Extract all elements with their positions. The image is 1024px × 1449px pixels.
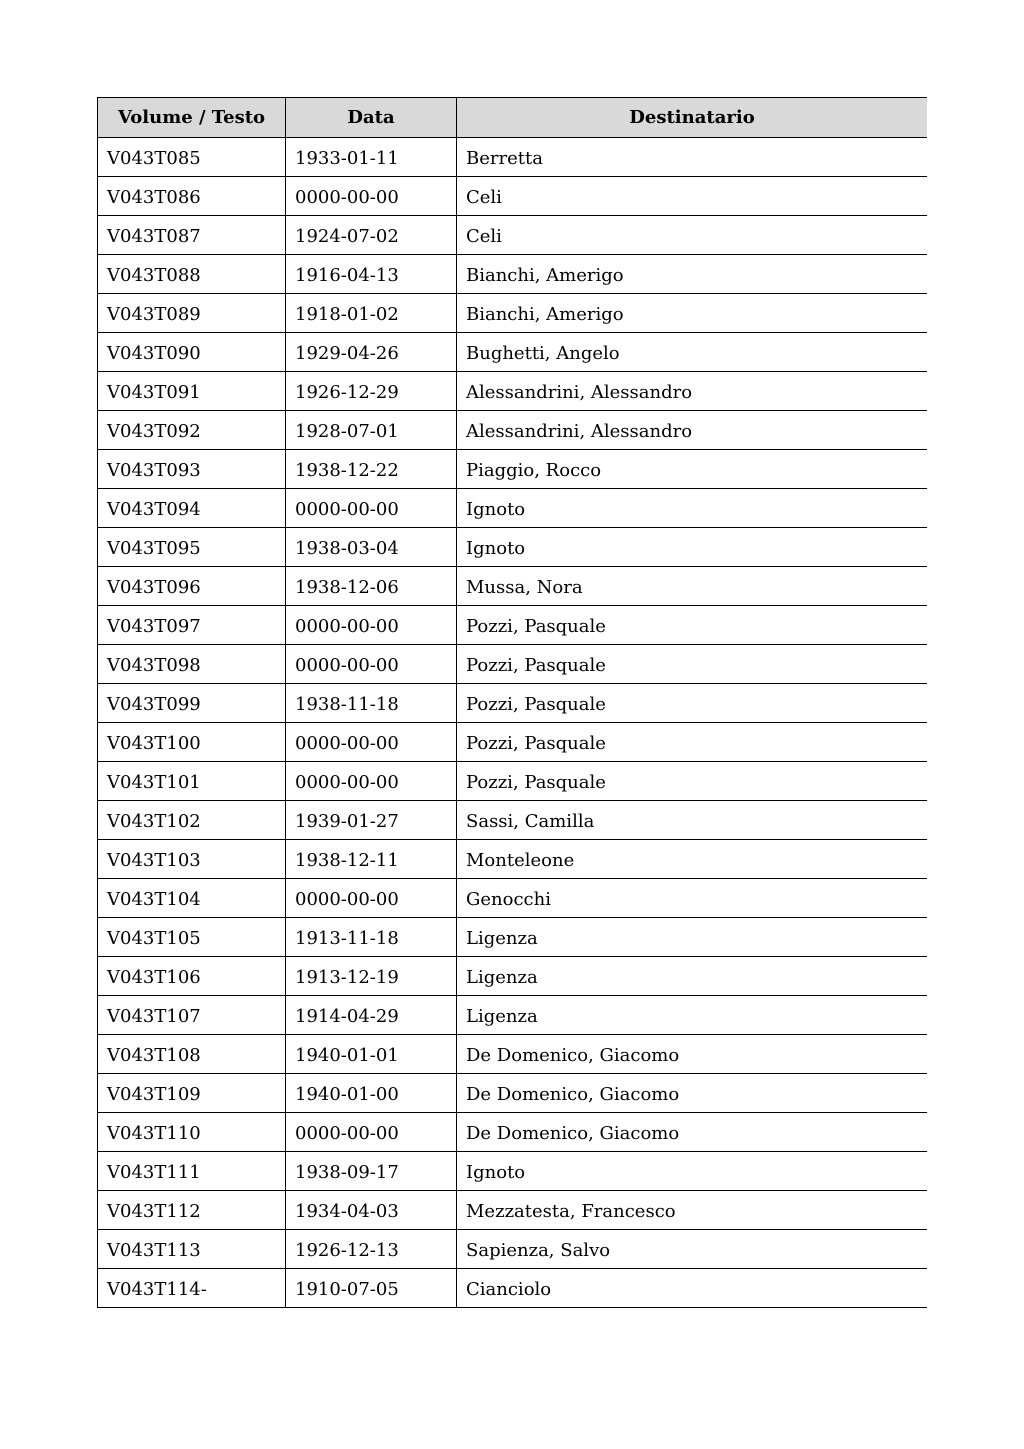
cell-data: 0000-00-00 <box>286 879 457 918</box>
cell-volume-testo: V043T099 <box>98 684 286 723</box>
cell-destinatario: Pozzi, Pasquale <box>457 606 928 645</box>
cell-destinatario: Celi <box>457 216 928 255</box>
cell-data: 1939-01-27 <box>286 801 457 840</box>
cell-data: 1934-04-03 <box>286 1191 457 1230</box>
cell-destinatario: Mezzatesta, Francesco <box>457 1191 928 1230</box>
cell-volume-testo: V043T105 <box>98 918 286 957</box>
cell-destinatario: Pozzi, Pasquale <box>457 684 928 723</box>
cell-destinatario: Ignoto <box>457 528 928 567</box>
table-row <box>98 879 928 918</box>
cell-data: 0000-00-00 <box>286 489 457 528</box>
cell-destinatario: Genocchi <box>457 879 928 918</box>
header-destinatario: Destinatario <box>457 98 928 138</box>
cell-destinatario: Sassi, Camilla <box>457 801 928 840</box>
table-row <box>98 411 928 450</box>
cell-volume-testo: V043T088 <box>98 255 286 294</box>
table-body <box>98 138 928 1308</box>
cell-destinatario: Ignoto <box>457 1152 928 1191</box>
table-row <box>98 1152 928 1191</box>
table-row <box>98 177 928 216</box>
table-row <box>98 1269 928 1308</box>
cell-volume-testo: V043T086 <box>98 177 286 216</box>
cell-destinatario: Cianciolo <box>457 1269 928 1308</box>
cell-data: 1926-12-29 <box>286 372 457 411</box>
cell-volume-testo: V043T111 <box>98 1152 286 1191</box>
cell-volume-testo: V043T093 <box>98 450 286 489</box>
cell-destinatario: Pozzi, Pasquale <box>457 723 928 762</box>
cell-data: 1914-04-29 <box>286 996 457 1035</box>
cell-volume-testo: V043T110 <box>98 1113 286 1152</box>
cell-data: 0000-00-00 <box>286 606 457 645</box>
cell-volume-testo: V043T094 <box>98 489 286 528</box>
cell-volume-testo: V043T104 <box>98 879 286 918</box>
table-row <box>98 957 928 996</box>
table-row <box>98 762 928 801</box>
table-row <box>98 294 928 333</box>
table-row <box>98 645 928 684</box>
cell-volume-testo: V043T102 <box>98 801 286 840</box>
cell-destinatario: Bianchi, Amerigo <box>457 255 928 294</box>
cell-destinatario: Mussa, Nora <box>457 567 928 606</box>
header-data: Data <box>286 98 457 138</box>
cell-data: 1940-01-00 <box>286 1074 457 1113</box>
table-row <box>98 489 928 528</box>
table-header-row <box>98 98 928 138</box>
cell-volume-testo: V043T100 <box>98 723 286 762</box>
cell-data: 1940-01-01 <box>286 1035 457 1074</box>
letters-table-container <box>97 97 927 1311</box>
table-row <box>98 528 928 567</box>
cell-volume-testo: V043T096 <box>98 567 286 606</box>
cell-destinatario: Monteleone <box>457 840 928 879</box>
cell-volume-testo: V043T091 <box>98 372 286 411</box>
cell-volume-testo: V043T089 <box>98 294 286 333</box>
table-row <box>98 1191 928 1230</box>
cell-volume-testo: V043T095 <box>98 528 286 567</box>
cell-destinatario: Ignoto <box>457 489 928 528</box>
cell-volume-testo: V043T087 <box>98 216 286 255</box>
cell-destinatario: Celi <box>457 177 928 216</box>
cell-volume-testo: V043T085 <box>98 138 286 177</box>
cell-data: 1938-11-18 <box>286 684 457 723</box>
cell-data: 1924-07-02 <box>286 216 457 255</box>
cell-data: 1938-12-11 <box>286 840 457 879</box>
table-row <box>98 333 928 372</box>
cell-volume-testo: V043T092 <box>98 411 286 450</box>
cell-destinatario: De Domenico, Giacomo <box>457 1113 928 1152</box>
cell-data: 1910-07-05 <box>286 1269 457 1308</box>
cell-data: 1929-04-26 <box>286 333 457 372</box>
header-volume-testo: Volume / Testo <box>98 98 286 138</box>
cell-destinatario: Alessandrini, Alessandro <box>457 411 928 450</box>
cell-destinatario: De Domenico, Giacomo <box>457 1074 928 1113</box>
cell-destinatario: Bianchi, Amerigo <box>457 294 928 333</box>
cell-volume-testo: V043T097 <box>98 606 286 645</box>
table-row <box>98 1035 928 1074</box>
table-row <box>98 723 928 762</box>
cell-volume-testo: V043T113 <box>98 1230 286 1269</box>
cell-volume-testo: V043T106 <box>98 957 286 996</box>
table-row <box>98 801 928 840</box>
table-row <box>98 996 928 1035</box>
cell-data: 1938-03-04 <box>286 528 457 567</box>
table-row <box>98 918 928 957</box>
table-row <box>98 606 928 645</box>
letters-table <box>97 97 927 1308</box>
cell-volume-testo: V043T101 <box>98 762 286 801</box>
cell-data: 0000-00-00 <box>286 177 457 216</box>
cell-volume-testo: V043T112 <box>98 1191 286 1230</box>
cell-data: 1938-12-06 <box>286 567 457 606</box>
cell-destinatario: De Domenico, Giacomo <box>457 1035 928 1074</box>
cell-data: 0000-00-00 <box>286 762 457 801</box>
cell-data: 1938-09-17 <box>286 1152 457 1191</box>
table-row <box>98 567 928 606</box>
cell-data: 1916-04-13 <box>286 255 457 294</box>
cell-data: 1928-07-01 <box>286 411 457 450</box>
table-row <box>98 1230 928 1269</box>
table-row <box>98 1074 928 1113</box>
table-row <box>98 216 928 255</box>
table-row <box>98 138 928 177</box>
cell-data: 1913-11-18 <box>286 918 457 957</box>
cell-destinatario: Piaggio, Rocco <box>457 450 928 489</box>
table-row <box>98 450 928 489</box>
cell-volume-testo: V043T109 <box>98 1074 286 1113</box>
cell-data: 1918-01-02 <box>286 294 457 333</box>
table-row <box>98 255 928 294</box>
cell-data: 0000-00-00 <box>286 645 457 684</box>
cell-volume-testo: V043T098 <box>98 645 286 684</box>
cell-destinatario: Sapienza, Salvo <box>457 1230 928 1269</box>
cell-data: 1913-12-19 <box>286 957 457 996</box>
cell-destinatario: Bughetti, Angelo <box>457 333 928 372</box>
cell-data: 1926-12-13 <box>286 1230 457 1269</box>
table-row <box>98 684 928 723</box>
cell-data: 1933-01-11 <box>286 138 457 177</box>
table-row <box>98 372 928 411</box>
cell-destinatario: Berretta <box>457 138 928 177</box>
cell-volume-testo: V043T103 <box>98 840 286 879</box>
cell-data: 0000-00-00 <box>286 723 457 762</box>
cell-destinatario: Pozzi, Pasquale <box>457 762 928 801</box>
cell-volume-testo: V043T108 <box>98 1035 286 1074</box>
cell-destinatario: Alessandrini, Alessandro <box>457 372 928 411</box>
table-row <box>98 840 928 879</box>
cell-data: 0000-00-00 <box>286 1113 457 1152</box>
table-row <box>98 1113 928 1152</box>
cell-destinatario: Ligenza <box>457 957 928 996</box>
cell-volume-testo: V043T107 <box>98 996 286 1035</box>
cell-volume-testo: V043T090 <box>98 333 286 372</box>
cell-destinatario: Pozzi, Pasquale <box>457 645 928 684</box>
cell-destinatario: Ligenza <box>457 996 928 1035</box>
cell-volume-testo: V043T114- <box>98 1269 286 1308</box>
cell-data: 1938-12-22 <box>286 450 457 489</box>
cell-destinatario: Ligenza <box>457 918 928 957</box>
